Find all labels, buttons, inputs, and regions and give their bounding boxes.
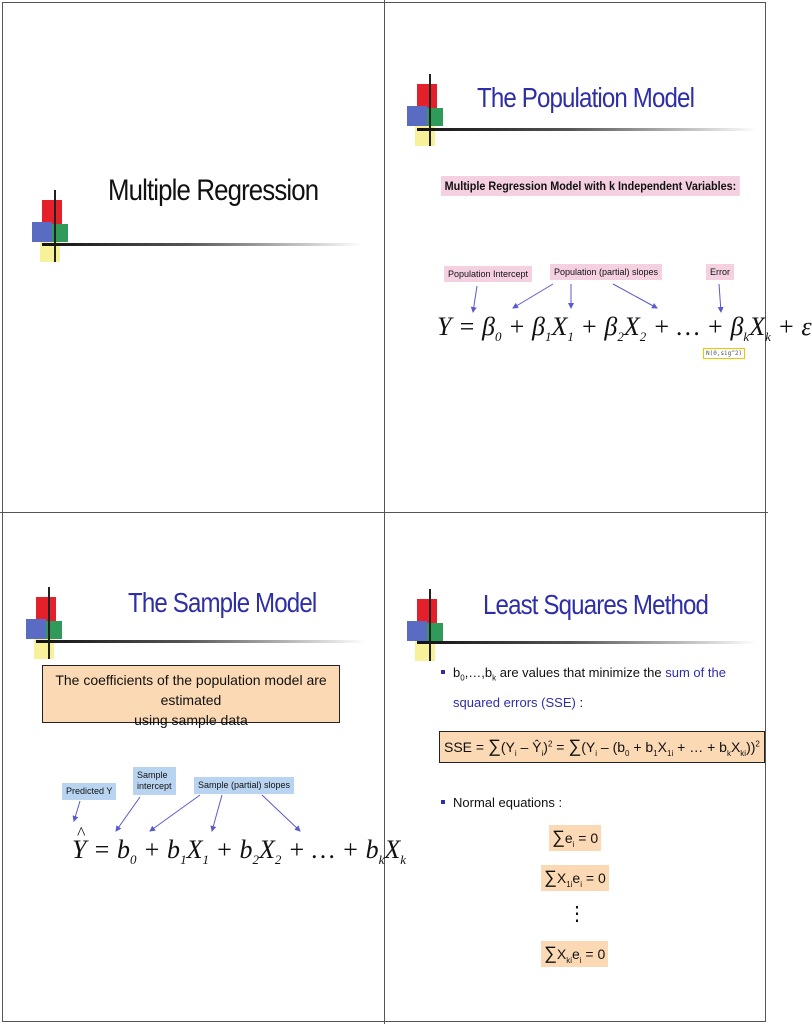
predicted-label: Predicted Y <box>62 783 116 800</box>
bullet-2 <box>441 791 562 815</box>
sample-intercept-label-line-2: intercept <box>137 781 172 791</box>
slide-4 <box>385 513 768 1024</box>
normal-equation-2: $\sum X_{1i}e_i = 0$ <box>541 865 609 891</box>
label-arrows <box>385 0 768 511</box>
slide-title: Multiple Regression <box>108 174 319 207</box>
slide-1 <box>0 0 383 511</box>
error-distribution-note: N(0,sig^2) <box>703 348 745 359</box>
population-equation: $Y = \beta_0 + \beta_1X_1 + \beta_2X_2$ + … + $\beta_kX_k + \varepsilon$ <box>437 312 812 345</box>
slide-title: The Sample Model <box>128 587 317 618</box>
label-arrows <box>0 513 383 1024</box>
error-label: Error <box>706 264 734 280</box>
bullet-1-text: are values that minimize the <box>499 665 662 680</box>
normal-equation-1: $\sum e_i = 0$ <box>549 825 601 851</box>
title-rule <box>42 243 362 246</box>
sample-slopes-label: Sample (partial) slopes <box>194 777 294 794</box>
bullet-1-highlight-1: sum of the <box>665 665 726 680</box>
estimation-note-line-2: using sample data <box>134 712 248 728</box>
bullet-1: $b_0,\dots,b_k$ are values that minimize the sum of the squared errors (SSE) : <box>441 661 751 715</box>
bullet-1-highlight-2: squared errors (SSE) <box>453 694 576 710</box>
slide-2 <box>385 0 812 511</box>
sample-intercept-label-line-1: Sample <box>137 770 168 780</box>
slide-title: Least Squares Method <box>483 589 709 620</box>
slopes-label: Population (partial) slopes <box>550 264 662 280</box>
estimation-note-line-1: The coefficients of the population model are estimated <box>55 672 327 708</box>
vertical-ellipsis: ⋮ <box>567 903 587 925</box>
slide-title: The Population Model <box>477 82 695 113</box>
sample-equation: ^ $Y = b_0 + b_1X_1 + b_2X_2$ + … + $b_kX_k$ <box>72 835 406 868</box>
bullet-2-text: Normal equations : <box>453 795 563 810</box>
slide-3 <box>0 513 407 1024</box>
sse-formula: SSE = $\sum(Y_i$ – $Ŷ_i)^2 = \sum(Y_i - (b_0 + b_1X_{1i}$ + … + $b_kX_{ki}))^2$ <box>439 731 765 763</box>
slide-logo-icon <box>407 599 443 661</box>
normal-equation-k: $\sum X_{ki}e_i = 0$ <box>541 941 608 967</box>
title-rule <box>417 641 757 644</box>
slide-logo-icon <box>32 200 68 262</box>
intercept-label: Population Intercept <box>444 266 532 282</box>
bullet-1-colon: : <box>579 694 584 710</box>
model-subtitle: Multiple Regression Model with k Independent Variables: <box>441 176 740 196</box>
